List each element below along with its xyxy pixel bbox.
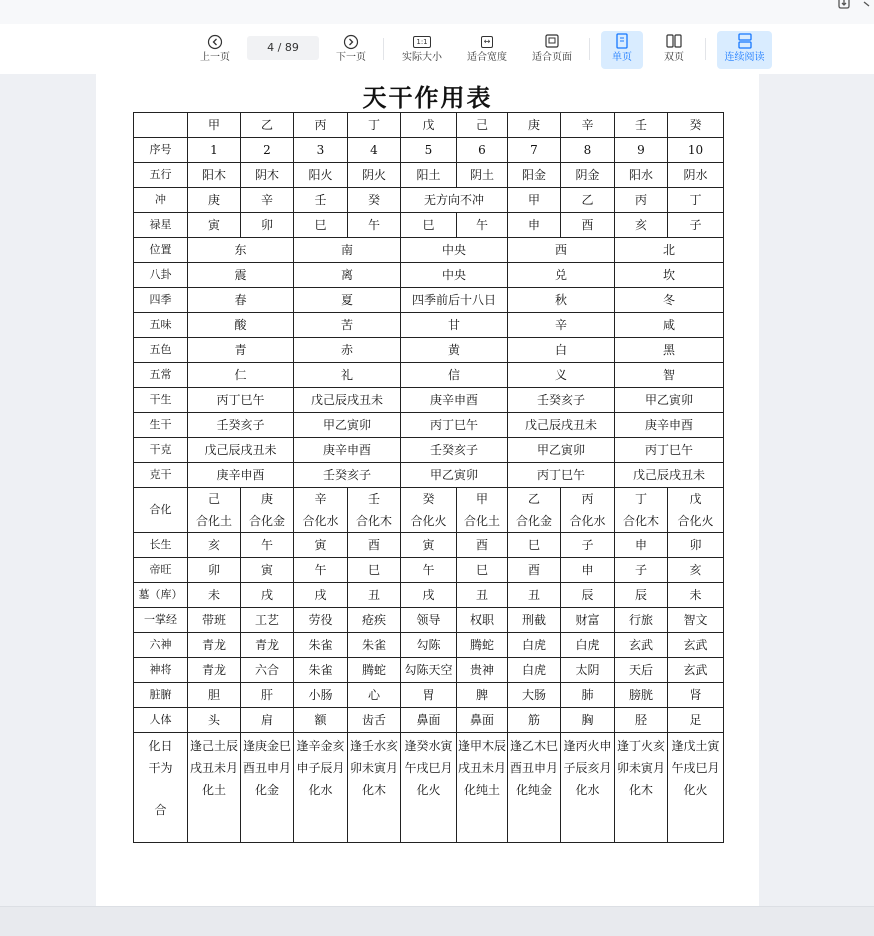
table-cell: 酸 <box>188 313 294 338</box>
table-cell: 坎 <box>615 263 724 288</box>
table-cell: 冬 <box>615 288 724 313</box>
table-cell: 乙 <box>561 188 615 213</box>
table-cell: 智 <box>615 363 724 388</box>
next-page-button[interactable] <box>332 31 370 69</box>
row-label: 克干 <box>134 463 188 488</box>
table-cell: 朱雀 <box>294 633 348 658</box>
page-total: / 89 <box>277 41 299 54</box>
table-cell: 逢戊土寅午戌巳月化火 <box>668 733 724 843</box>
header-cell: 庚 <box>508 113 561 138</box>
table-cell: 青龙 <box>188 633 241 658</box>
table-cell: 己 合化土 <box>188 488 241 533</box>
table-cell: 逢壬水亥卯未寅月化木 <box>348 733 401 843</box>
header-cell <box>134 113 188 138</box>
header-cell: 丙 <box>294 113 348 138</box>
table-cell: 辛 合化水 <box>294 488 348 533</box>
row-label: 合化 <box>134 488 188 533</box>
table-cell: 贵神 <box>457 658 508 683</box>
table-cell: 勾陈天空 <box>401 658 457 683</box>
table-cell: 甲 <box>508 188 561 213</box>
table-cell: 申 <box>508 213 561 238</box>
row-label: 长生 <box>134 533 188 558</box>
table-cell: 午 <box>457 213 508 238</box>
table-cell: 丙丁巳午 <box>188 388 294 413</box>
header-row <box>134 113 724 138</box>
table-cell: 阳木 <box>188 163 241 188</box>
row-label: 干生 <box>134 388 188 413</box>
page-indicator <box>247 36 319 60</box>
table-cell: 鼻面 <box>457 708 508 733</box>
double-page-icon <box>655 31 693 51</box>
document-page <box>96 74 759 906</box>
table-cell: 兑 <box>508 263 615 288</box>
fit-page-label: 适合页面 <box>532 52 572 63</box>
table-cell: 丙 合化水 <box>561 488 615 533</box>
download-icon[interactable] <box>836 0 852 10</box>
row-label: 禄星 <box>134 213 188 238</box>
table-cell: 辰 <box>561 583 615 608</box>
table-cell: 黄 <box>401 338 508 363</box>
window-top-strip <box>0 0 874 24</box>
table-cell: 青龙 <box>241 633 294 658</box>
table-cell: 午 <box>294 558 348 583</box>
row-label: 冲 <box>134 188 188 213</box>
table-cell: 子 <box>561 533 615 558</box>
table-row-group <box>134 438 724 463</box>
table-cell: 腾蛇 <box>348 658 401 683</box>
table-cell: 心 <box>348 683 401 708</box>
table-cell: 黑 <box>615 338 724 363</box>
table-cell: 逢甲木辰戌丑未月化纯土 <box>457 733 508 843</box>
table-cell: 阴金 <box>561 163 615 188</box>
header-cell: 甲 <box>188 113 241 138</box>
table-cell: 巳 <box>508 533 561 558</box>
table-cell: 甲乙寅卯 <box>615 388 724 413</box>
header-cell: 癸 <box>668 113 724 138</box>
table-cell: 巳 <box>294 213 348 238</box>
row-label: 位置 <box>134 238 188 263</box>
table-row-group <box>134 338 724 363</box>
row-label: 化日 干为 合 <box>134 733 188 843</box>
single-page-button[interactable] <box>601 31 643 69</box>
table-cell: 逢己土辰戌丑未月化土 <box>188 733 241 843</box>
table-cell: 寅 <box>188 213 241 238</box>
row-label: 生干 <box>134 413 188 438</box>
table-cell: 寅 <box>294 533 348 558</box>
table-cell: 阳水 <box>615 163 668 188</box>
table-cell: 卯 <box>241 213 294 238</box>
table-cell: 戊己辰戌丑未 <box>615 463 724 488</box>
table-cell: 六合 <box>241 658 294 683</box>
table-cell: 青龙 <box>188 658 241 683</box>
table-cell: 申 <box>561 558 615 583</box>
table-cell: 甲乙寅卯 <box>508 438 615 463</box>
table-cell: 苦 <box>294 313 401 338</box>
table-cell: 逢辛金亥申子辰月化水 <box>294 733 348 843</box>
header-cell: 辛 <box>561 113 615 138</box>
row-label: 墓（库） <box>134 583 188 608</box>
table-row-tail <box>134 683 724 708</box>
table-cell: 戌 <box>401 583 457 608</box>
table-row-tail <box>134 608 724 633</box>
fit-width-button[interactable] <box>463 31 511 69</box>
page-number-input[interactable]: 4 <box>267 41 275 54</box>
table-cell: 庚 合化金 <box>241 488 294 533</box>
table-cell: 齿舌 <box>348 708 401 733</box>
actual-size-icon: 1:1 <box>398 31 446 51</box>
header-cell: 己 <box>457 113 508 138</box>
table-cell: 离 <box>294 263 401 288</box>
table-cell: 甘 <box>401 313 508 338</box>
table-row-group <box>134 363 724 388</box>
table-cell: 信 <box>401 363 508 388</box>
table-cell: 权职 <box>457 608 508 633</box>
chevron-left-circle-icon <box>196 31 234 51</box>
fit-page-button[interactable] <box>528 31 576 69</box>
table-cell: 戊己辰戌丑未 <box>294 388 401 413</box>
table-cell: 午 <box>401 558 457 583</box>
table-cell: 东 <box>188 238 294 263</box>
page-title: 天干作用表 <box>362 83 493 112</box>
table-row-tail <box>134 533 724 558</box>
table-cell: 酉 <box>561 213 615 238</box>
table-cell: 玄武 <box>668 633 724 658</box>
table-cell: 小肠 <box>294 683 348 708</box>
row-label: 五常 <box>134 363 188 388</box>
table-cell: 膀胱 <box>615 683 668 708</box>
table-row-tail <box>134 583 724 608</box>
table-cell: 阴木 <box>241 163 294 188</box>
table-cell: 足 <box>668 708 724 733</box>
table-cell: 辛 <box>241 188 294 213</box>
table-cell: 中央 <box>401 263 508 288</box>
fit-page-icon <box>528 31 576 51</box>
table-cell: 筋 <box>508 708 561 733</box>
table-row-chong <box>134 188 724 213</box>
table-cell: 申 <box>615 533 668 558</box>
tiangan-table <box>133 112 724 843</box>
table-cell: 逢癸水寅午戌巳月化火 <box>401 733 457 843</box>
table-cell: 南 <box>294 238 401 263</box>
table-cell: 庚辛申酉 <box>294 438 401 463</box>
table-cell: 仁 <box>188 363 294 388</box>
row-label: 六神 <box>134 633 188 658</box>
table-cell: 丁 <box>668 188 724 213</box>
double-page-label: 双页 <box>664 52 684 63</box>
table-cell: 阳金 <box>508 163 561 188</box>
table-cell: 咸 <box>615 313 724 338</box>
table-cell: 胸 <box>561 708 615 733</box>
toolbar-divider <box>589 38 590 60</box>
reader-toolbar <box>0 24 874 74</box>
table-cell: 天后 <box>615 658 668 683</box>
table-cell: 腾蛇 <box>457 633 508 658</box>
table-cell: 10 <box>668 138 724 163</box>
table-cell: 逢丁火亥卯未寅月化木 <box>615 733 668 843</box>
row-label: 四季 <box>134 288 188 313</box>
table-cell: 7 <box>508 138 561 163</box>
table-cell: 戊 合化火 <box>668 488 724 533</box>
double-page-button[interactable] <box>655 31 693 69</box>
table-cell: 未 <box>668 583 724 608</box>
table-cell: 巳 <box>457 558 508 583</box>
table-row-group <box>134 388 724 413</box>
table-row-tail <box>134 708 724 733</box>
table-cell: 逢庚金巳酉丑申月化金 <box>241 733 294 843</box>
table-row-group <box>134 413 724 438</box>
table-cell: 朱雀 <box>348 633 401 658</box>
table-cell: 甲乙寅卯 <box>294 413 401 438</box>
table-cell: 震 <box>188 263 294 288</box>
table-cell: 阳土 <box>401 163 457 188</box>
table-cell: 丑 <box>348 583 401 608</box>
table-cell: 丑 <box>508 583 561 608</box>
table-cell: 酉 <box>508 558 561 583</box>
table-cell: 肝 <box>241 683 294 708</box>
table-row-group <box>134 288 724 313</box>
table-cell: 5 <box>401 138 457 163</box>
table-cell: 脾 <box>457 683 508 708</box>
header-cell: 戊 <box>401 113 457 138</box>
bottom-scroll-bar[interactable] <box>0 906 874 936</box>
table-cell: 丙丁巳午 <box>615 438 724 463</box>
actual-size-label: 实际大小 <box>402 52 442 63</box>
table-cell: 戊己辰戌丑未 <box>508 413 615 438</box>
table-cell: 白虎 <box>561 633 615 658</box>
continuous-read-button[interactable] <box>717 31 772 69</box>
row-label: 一掌经 <box>134 608 188 633</box>
table-cell: 9 <box>615 138 668 163</box>
table-cell: 玄武 <box>615 633 668 658</box>
row-label: 人体 <box>134 708 188 733</box>
table-cell: 夏 <box>294 288 401 313</box>
table-cell: 亥 <box>668 558 724 583</box>
table-cell: 礼 <box>294 363 401 388</box>
table-row-tail <box>134 633 724 658</box>
single-page-label: 单页 <box>612 52 632 63</box>
table-cell: 壬 合化木 <box>348 488 401 533</box>
table-cell: 甲乙寅卯 <box>401 463 508 488</box>
table-cell: 大肠 <box>508 683 561 708</box>
table-cell: 财富 <box>561 608 615 633</box>
table-cell: 劳役 <box>294 608 348 633</box>
table-cell: 肩 <box>241 708 294 733</box>
table-cell: 智文 <box>668 608 724 633</box>
table-cell: 肺 <box>561 683 615 708</box>
table-cell: 青 <box>188 338 294 363</box>
table-cell: 2 <box>241 138 294 163</box>
table-cell: 头 <box>188 708 241 733</box>
row-label: 五行 <box>134 163 188 188</box>
single-page-icon <box>601 31 643 51</box>
table-cell: 庚辛申酉 <box>188 463 294 488</box>
table-cell: 酉 <box>457 533 508 558</box>
row-label: 五色 <box>134 338 188 363</box>
table-cell: 带班 <box>188 608 241 633</box>
table-cell: 壬癸亥子 <box>401 438 508 463</box>
header-cell: 壬 <box>615 113 668 138</box>
table-cell: 胆 <box>188 683 241 708</box>
table-cell: 太阴 <box>561 658 615 683</box>
table-cell: 1 <box>188 138 241 163</box>
table-row-tail <box>134 658 724 683</box>
table-cell: 庚辛申酉 <box>401 388 508 413</box>
table-cell: 领导 <box>401 608 457 633</box>
table-cell: 子 <box>615 558 668 583</box>
table-cell: 丙丁巳午 <box>401 413 508 438</box>
table-cell: 戌 <box>241 583 294 608</box>
table-cell: 癸 合化火 <box>401 488 457 533</box>
prev-page-label: 上一页 <box>200 52 230 63</box>
table-cell: 白 <box>508 338 615 363</box>
table-cell: 午 <box>241 533 294 558</box>
table-row-group <box>134 238 724 263</box>
more-icon[interactable] <box>862 0 874 10</box>
table-cell: 肾 <box>668 683 724 708</box>
table-cell: 阴水 <box>668 163 724 188</box>
table-row-tail <box>134 558 724 583</box>
table-cell: 朱雀 <box>294 658 348 683</box>
table-cell: 阴火 <box>348 163 401 188</box>
table-cell: 赤 <box>294 338 401 363</box>
table-cell: 戌 <box>294 583 348 608</box>
table-cell: 子 <box>668 213 724 238</box>
fit-width-icon: ↔ <box>463 31 511 51</box>
table-cell: 乙 合化金 <box>508 488 561 533</box>
table-cell: 卯 <box>188 558 241 583</box>
table-cell: 壬癸亥子 <box>188 413 294 438</box>
table-cell: 勾陈 <box>401 633 457 658</box>
table-cell: 壬癸亥子 <box>294 463 401 488</box>
table-cell: 卯 <box>668 533 724 558</box>
toolbar-divider <box>705 38 706 60</box>
table-cell: 丙丁巳午 <box>508 463 615 488</box>
fit-width-label: 适合宽度 <box>467 52 507 63</box>
table-cell: 巳 <box>348 558 401 583</box>
table-cell: 庚辛申酉 <box>615 413 724 438</box>
table-cell: 6 <box>457 138 508 163</box>
table-cell: 辰 <box>615 583 668 608</box>
row-label: 脏腑 <box>134 683 188 708</box>
continuous-read-label: 连续阅读 <box>724 52 765 63</box>
table-row-group <box>134 463 724 488</box>
table-cell: 未 <box>188 583 241 608</box>
table-row-wuxing <box>134 163 724 188</box>
table-cell: 壬癸亥子 <box>508 388 615 413</box>
table-cell: 刑截 <box>508 608 561 633</box>
table-row-group <box>134 263 724 288</box>
table-cell: 行旅 <box>615 608 668 633</box>
table-cell: 春 <box>188 288 294 313</box>
table-row-seq <box>134 138 724 163</box>
table-cell: 四季前后十八日 <box>401 288 508 313</box>
actual-size-button[interactable] <box>398 31 446 69</box>
table-cell: 阴土 <box>457 163 508 188</box>
row-label: 序号 <box>134 138 188 163</box>
table-cell: 寅 <box>401 533 457 558</box>
table-cell: 癸 <box>348 188 401 213</box>
row-label: 帝旺 <box>134 558 188 583</box>
table-cell: 4 <box>348 138 401 163</box>
table-cell: 3 <box>294 138 348 163</box>
row-label: 干克 <box>134 438 188 463</box>
table-cell: 酉 <box>348 533 401 558</box>
table-cell: 义 <box>508 363 615 388</box>
table-cell: 北 <box>615 238 724 263</box>
table-cell: 丙 <box>615 188 668 213</box>
table-cell: 中央 <box>401 238 508 263</box>
table-cell: 逢乙木巳酉丑申月化纯金 <box>508 733 561 843</box>
table-cell: 胫 <box>615 708 668 733</box>
header-cell: 乙 <box>241 113 294 138</box>
table-cell: 壬 <box>294 188 348 213</box>
table-cell: 无方向不冲 <box>401 188 508 213</box>
document-viewer[interactable] <box>0 74 874 906</box>
table-cell: 疮疾 <box>348 608 401 633</box>
table-cell: 秋 <box>508 288 615 313</box>
table-cell: 丁 合化木 <box>615 488 668 533</box>
toolbar-divider <box>383 38 384 60</box>
table-row-lu <box>134 213 724 238</box>
chevron-right-circle-icon <box>332 31 370 51</box>
table-cell: 玄武 <box>668 658 724 683</box>
table-cell: 寅 <box>241 558 294 583</box>
prev-page-button[interactable] <box>196 31 234 69</box>
table-row-huari <box>134 733 724 843</box>
table-row-hehua <box>134 488 724 533</box>
table-cell: 西 <box>508 238 615 263</box>
header-cell: 丁 <box>348 113 401 138</box>
table-cell: 白虎 <box>508 633 561 658</box>
next-page-label: 下一页 <box>336 52 366 63</box>
table-cell: 午 <box>348 213 401 238</box>
table-cell: 戊己辰戌丑未 <box>188 438 294 463</box>
table-cell: 胃 <box>401 683 457 708</box>
continuous-read-icon <box>717 31 772 51</box>
table-cell: 额 <box>294 708 348 733</box>
table-cell: 甲 合化土 <box>457 488 508 533</box>
table-cell: 8 <box>561 138 615 163</box>
table-cell: 丑 <box>457 583 508 608</box>
table-cell: 工艺 <box>241 608 294 633</box>
table-row-group <box>134 313 724 338</box>
table-cell: 白虎 <box>508 658 561 683</box>
table-cell: 亥 <box>188 533 241 558</box>
row-label: 八卦 <box>134 263 188 288</box>
table-cell: 庚 <box>188 188 241 213</box>
table-cell: 亥 <box>615 213 668 238</box>
table-cell: 辛 <box>508 313 615 338</box>
row-label: 神将 <box>134 658 188 683</box>
table-cell: 逢丙火申子辰亥月化水 <box>561 733 615 843</box>
row-label: 五味 <box>134 313 188 338</box>
table-cell: 鼻面 <box>401 708 457 733</box>
table-cell: 阳火 <box>294 163 348 188</box>
table-cell: 巳 <box>401 213 457 238</box>
